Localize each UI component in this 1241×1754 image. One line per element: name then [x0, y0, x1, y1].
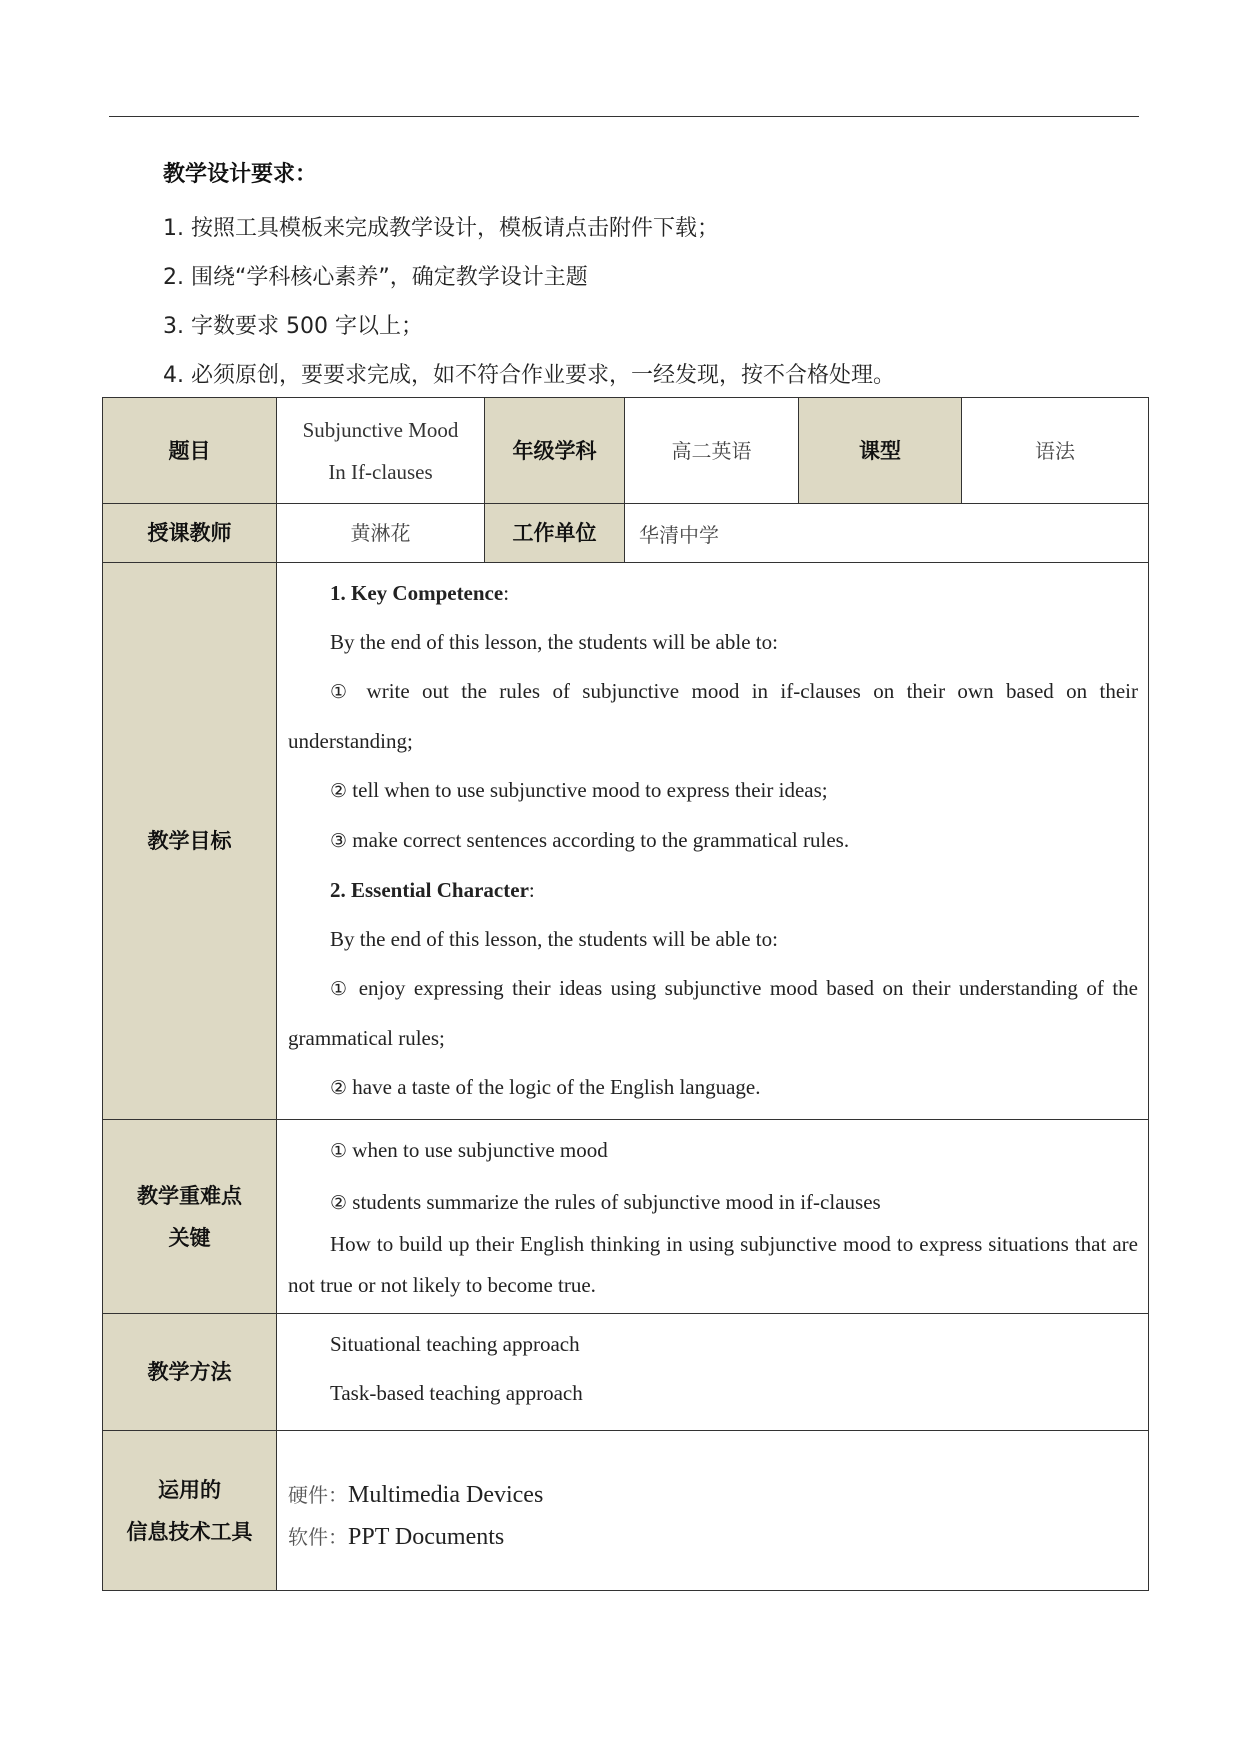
tools-label-line: 信息技术工具 — [126, 1519, 253, 1544]
key-points-label-line: 教学重难点 — [137, 1183, 242, 1208]
lesson-design-table — [102, 397, 1149, 1591]
table-row — [103, 398, 1149, 504]
key-competence-heading: 1. Key Competence — [330, 581, 504, 605]
table-row — [103, 1314, 1149, 1431]
software-value: PPT Documents — [348, 1523, 505, 1550]
software-line — [288, 1516, 1138, 1558]
work-unit-value: 华清中学 — [625, 504, 1149, 563]
objective-item: have a taste of the logic of the English language. — [352, 1075, 761, 1099]
method-item: Task-based teaching approach — [330, 1381, 583, 1405]
teacher-label: 授课教师 — [103, 504, 277, 563]
methods-label: 教学方法 — [103, 1314, 277, 1431]
hardware-label: 硬件： — [288, 1482, 348, 1507]
requirements-section — [163, 158, 1123, 400]
grade-subject-label: 年级学科 — [485, 398, 625, 504]
objective-item: tell when to use subjunctive mood to express their ideas; — [352, 778, 828, 802]
topic-label: 题目 — [103, 398, 277, 504]
hardware-value: Multimedia Devices — [348, 1481, 544, 1508]
requirement-item: 4. 必须原创，要要求完成，如不符合作业要求，一经发现，按不合格处理。 — [163, 363, 895, 388]
objectives-content: 1. Key Competence: By the end of this lesson, the students will be able to: ① write out the rules of subjunctive mood in if-clauses on their own based on their understanding; ② tell when to use subjunctive mood to express their ideas; ③ make correct sentences according to the grammatical rules. 2. Essential Character: By the end of this lesson, the students will be able to: ① enjoy expressing their ideas using subjunctive mood based on their understanding of the grammatical rules; ② have a taste of the logic of the English language. — [277, 563, 1149, 1120]
hardware-line — [288, 1474, 1138, 1516]
key-point-difficulty: How to build up their English thinking in using subjunctive mood to express situations that are not true or not likely to become true. — [288, 1232, 1138, 1297]
objective-intro: By the end of this lesson, the students will be able to: — [330, 630, 778, 654]
key-points-label — [103, 1120, 277, 1314]
circled-number: ① — [330, 978, 351, 1000]
requirement-item: 1. 按照工具模板来完成教学设计，模板请点击附件下载； — [163, 216, 719, 241]
work-unit-label: 工作单位 — [485, 504, 625, 563]
objective-item: write out the rules of subjunctive mood in if-clauses on their own based on their understanding; — [288, 679, 1138, 753]
table-row — [103, 504, 1149, 563]
objectives-label: 教学目标 — [103, 563, 277, 1120]
topic-line: Subjunctive Mood — [302, 417, 459, 442]
table-row — [103, 1120, 1149, 1314]
header-rule — [109, 116, 1139, 117]
lesson-type-value: 语法 — [962, 398, 1149, 504]
key-point-item: when to use subjunctive mood — [352, 1138, 608, 1162]
key-points-label-line: 关键 — [168, 1225, 211, 1250]
circled-number: ① — [330, 1140, 348, 1162]
lesson-type-label: 课型 — [799, 398, 962, 504]
method-item: Situational teaching approach — [330, 1332, 580, 1356]
objective-item: make correct sentences according to the grammatical rules. — [352, 828, 850, 852]
table-row — [103, 1431, 1149, 1591]
software-label: 软件： — [288, 1524, 348, 1549]
circled-number: ② — [330, 780, 348, 802]
key-points-content — [277, 1120, 1149, 1314]
requirement-item: 2. 围绕“学科核心素养”，确定教学设计主题 — [163, 265, 588, 290]
essential-character-heading: 2. Essential Character — [330, 878, 529, 902]
topic-value — [277, 398, 485, 504]
requirement-item: 3. 字数要求 500 字以上； — [163, 314, 423, 339]
tools-label — [103, 1431, 277, 1591]
grade-subject-value: 高二英语 — [625, 398, 799, 504]
circled-number: ① — [330, 681, 355, 703]
requirements-title: 教学设计要求： — [163, 162, 318, 187]
circled-number: ② — [330, 1077, 348, 1099]
topic-line: In If-clauses — [328, 459, 433, 484]
objective-item: enjoy expressing their ideas using subjunctive mood based on their understanding of the grammatical rules; — [288, 976, 1138, 1050]
methods-content — [277, 1314, 1149, 1431]
circled-number: ③ — [330, 830, 348, 852]
objective-intro: By the end of this lesson, the students will be able to: — [330, 927, 778, 951]
tools-label-line: 运用的 — [158, 1477, 221, 1502]
tools-content — [277, 1431, 1149, 1591]
circled-number: ② — [330, 1192, 348, 1214]
key-point-item: students summarize the rules of subjunctive mood in if-clauses — [352, 1190, 881, 1214]
table-row — [103, 563, 1149, 1120]
teacher-value: 黄淋花 — [277, 504, 485, 563]
